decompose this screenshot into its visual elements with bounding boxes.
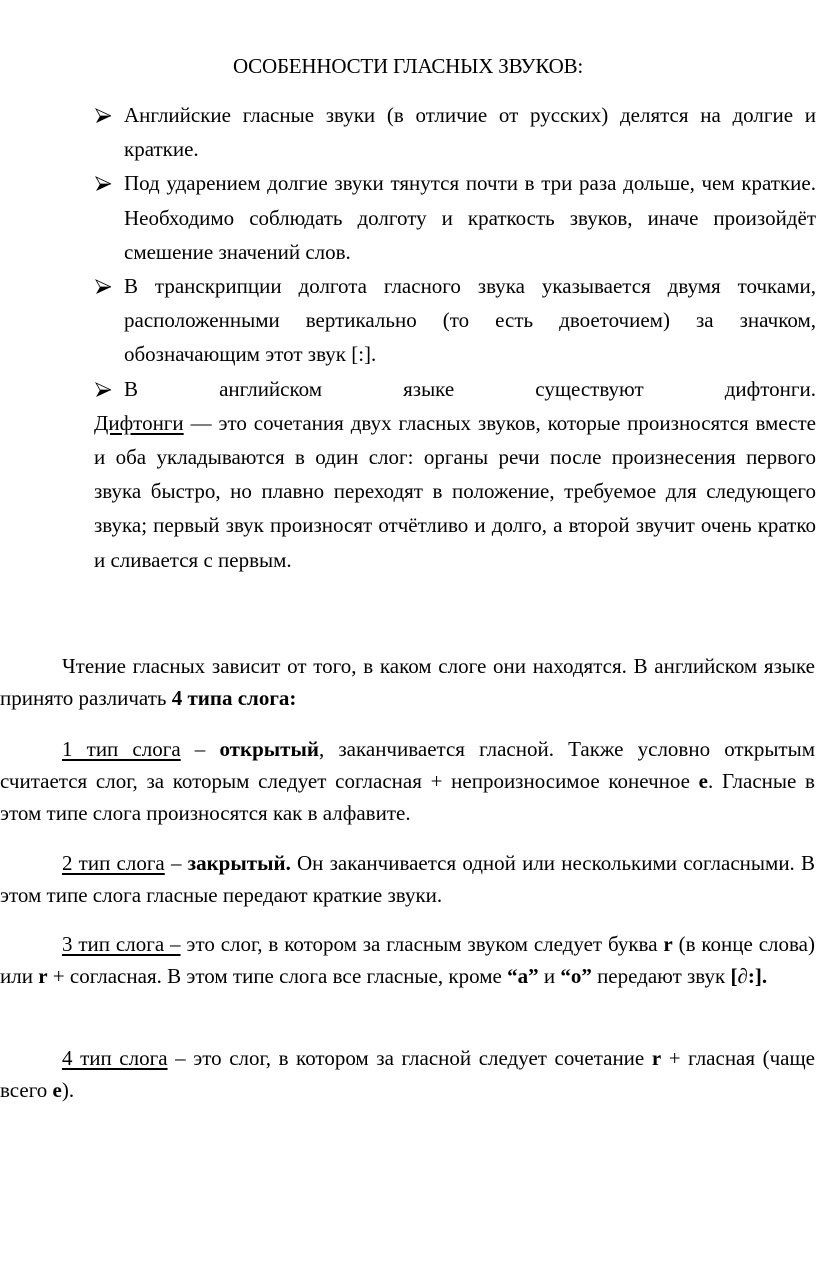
- syllable-type-text: (в конце слова) или: [0, 932, 815, 988]
- arrow-bullet-icon: [94, 269, 120, 303]
- syllable-type-text: Он заканчивается одной или несколькими согласными. В этом типе слога гласные передают краткие звуки.: [0, 851, 815, 907]
- syllable-type-name: закрытый.: [187, 851, 291, 875]
- dash: –: [164, 851, 188, 875]
- syllable-type-label: 3 тип слога –: [62, 932, 181, 956]
- syllable-type-4: [0, 1042, 815, 1106]
- syllable-type-label: 2 тип слога: [62, 851, 165, 875]
- arrow-bullet-icon: [94, 166, 120, 200]
- syllable-type-text: + согласная. В этом типе слога все гласные, кроме: [47, 964, 508, 988]
- syllable-type-1: [0, 733, 815, 829]
- reading-paragraph: [0, 650, 815, 714]
- reading-text: Чтение гласных зависит от того, в каком слоге они находятся. В английском языке принято различать: [0, 654, 815, 710]
- letter-r: r: [663, 932, 673, 956]
- letter-o: “о”: [560, 964, 592, 988]
- vowel-features-list: [94, 98, 816, 577]
- letter-e: е: [698, 769, 708, 793]
- page-title: ОСОБЕННОСТИ ГЛАСНЫХ ЗВУКОВ:: [232, 54, 584, 78]
- diphthong-term: Дифтонги: [94, 410, 184, 435]
- syllable-type-3: [0, 928, 815, 992]
- syllable-types-count: 4 типа слога:: [171, 686, 297, 710]
- diphthong-intro: В английском языке существуют дифтонги.: [124, 376, 816, 401]
- list-item: [94, 269, 816, 372]
- list-item: [94, 98, 816, 166]
- syllable-type-text: ).: [61, 1078, 75, 1102]
- list-item: [94, 372, 816, 577]
- list-item-text: В транскрипции долгота гласного звука указывается двумя точками, расположенными вертикально (то есть двоеточием) за значком, обозначающим этот звук [:].: [124, 274, 816, 367]
- letter-r: r: [38, 964, 48, 988]
- syllable-type-text: передают звук: [591, 964, 731, 988]
- syllable-type-text: – это слог, в котором за гласной следует сочетание: [167, 1046, 652, 1070]
- syllable-type-text: это слог, в котором за гласным звуком следует буква: [180, 932, 664, 956]
- syllable-type-text: + гласная (чаще всего: [0, 1046, 815, 1102]
- dash: –: [180, 737, 220, 761]
- list-item-text: Под ударением долгие звуки тянутся почти в три раза дольше, чем краткие. Необходимо соблюдать долготу и краткость звуков, иначе произойдёт смешение значений слов.: [124, 171, 816, 264]
- syllable-type-label: 4 тип слога: [62, 1046, 168, 1070]
- conjunction: и: [538, 964, 561, 988]
- syllable-type-name: открытый: [219, 737, 319, 761]
- transcription-sound: [∂:].: [730, 964, 768, 988]
- letter-a: “а”: [507, 964, 539, 988]
- syllable-type-text: . Гласные в этом типе слога произносятся как в алфавите.: [0, 769, 815, 825]
- diphthong-definition: — это сочетания двух гласных звуков, которые произносятся вместе и оба укладываются в один слог: органы речи после произнесения первого звука быстро, но плавно переходят в положение, требуемое для следующего звука; первый звук произносят отчётливо и долго, а второй звучит очень кратко и сливается с первым.: [94, 410, 816, 572]
- arrow-bullet-icon: [94, 98, 120, 132]
- letter-r: r: [651, 1046, 662, 1070]
- syllable-type-text: , заканчивается гласной. Также условно открытым считается слог, за которым следует согласная + непроизносимое конечное: [0, 737, 816, 793]
- syllable-type-2: [0, 847, 815, 911]
- letter-e: е: [52, 1078, 62, 1102]
- syllable-type-label: 1 тип слога: [62, 737, 181, 761]
- arrow-bullet-icon: [94, 372, 120, 406]
- list-item-text: Английские гласные звуки (в отличие от русских) делятся на долгие и краткие.: [124, 103, 816, 162]
- list-item: [94, 166, 816, 269]
